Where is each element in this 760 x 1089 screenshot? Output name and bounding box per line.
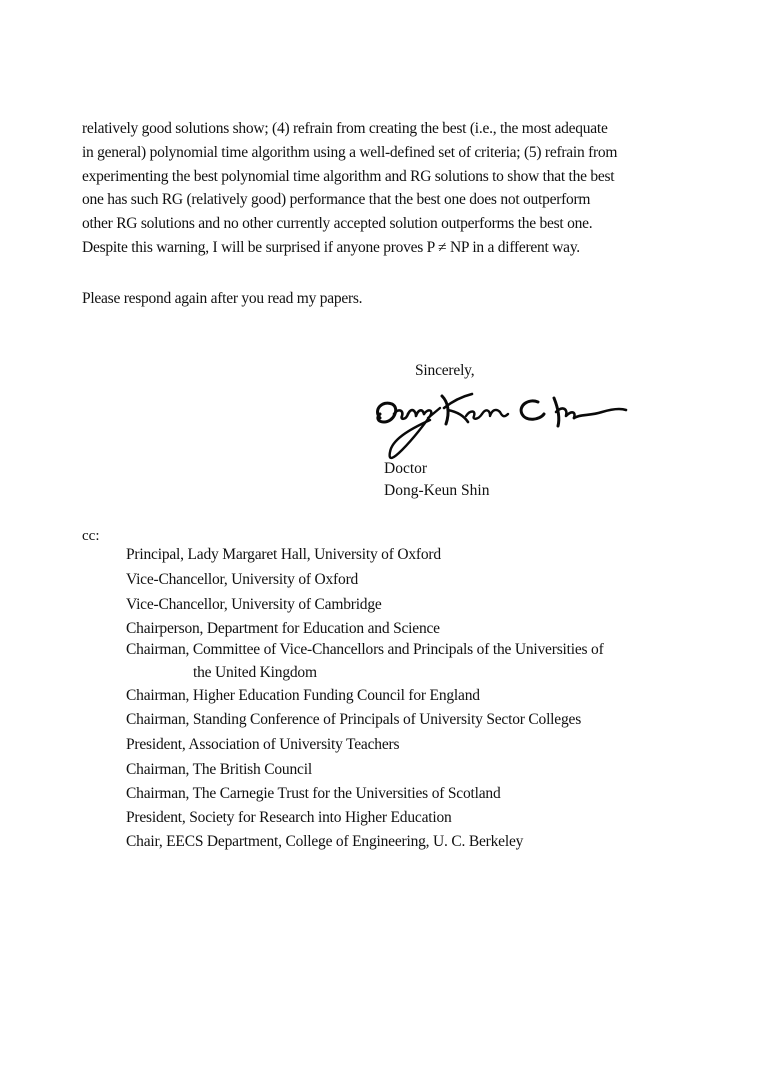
cc-recipient: President, Association of University Teachers xyxy=(126,736,400,753)
body-line: experimenting the best polynomial time algorithm and RG solutions to show that the best xyxy=(82,167,615,185)
closing-salutation: Sincerely, xyxy=(415,362,475,379)
cc-recipient: Chairman, Committee of Vice-Chancellors and Principals of the Universities of xyxy=(126,641,604,658)
cc-recipient: Chair, EECS Department, College of Engineering, U. C. Berkeley xyxy=(126,833,524,850)
body-line: one has such RG (relatively good) performance that the best one does not outperform xyxy=(82,191,591,209)
cc-recipient: Chairman, Higher Education Funding Council for England xyxy=(126,687,480,704)
body-line: other RG solutions and no other currently accepted solution outperforms the best one. xyxy=(82,215,593,233)
cc-recipient: Principal, Lady Margaret Hall, University of Oxford xyxy=(126,546,441,563)
signer-title: Doctor xyxy=(384,460,428,477)
signer-name: Dong-Keun Shin xyxy=(384,482,490,499)
cc-recipient: Chairman, The Carnegie Trust for the Universities of Scotland xyxy=(126,785,501,802)
cc-label: cc: xyxy=(82,528,100,544)
cc-recipient: Chairman, Standing Conference of Principals of University Sector Colleges xyxy=(126,711,582,728)
response-request: Please respond again after you read my papers. xyxy=(82,290,363,307)
body-line: Despite this warning, I will be surprised if anyone proves P ≠ NP in a different way. xyxy=(82,238,580,256)
cc-recipient: Chairperson, Department for Education and Science xyxy=(126,620,440,637)
cc-recipient: Vice-Chancellor, University of Oxford xyxy=(126,571,359,588)
cc-recipient: Vice-Chancellor, University of Cambridge xyxy=(126,596,382,613)
body-paragraph xyxy=(82,117,642,260)
cc-recipient-continuation: the United Kingdom xyxy=(193,664,317,681)
body-line: in general) polynomial time algorithm using a well-defined set of criteria; (5) refrain from xyxy=(82,143,618,161)
cc-recipient: President, Society for Research into Higher Education xyxy=(126,809,452,826)
body-line: relatively good solutions show; (4) refrain from creating the best (i.e., the most adequate xyxy=(82,120,608,137)
handwritten-signature xyxy=(368,378,630,464)
cc-recipient: Chairman, The British Council xyxy=(126,761,312,778)
